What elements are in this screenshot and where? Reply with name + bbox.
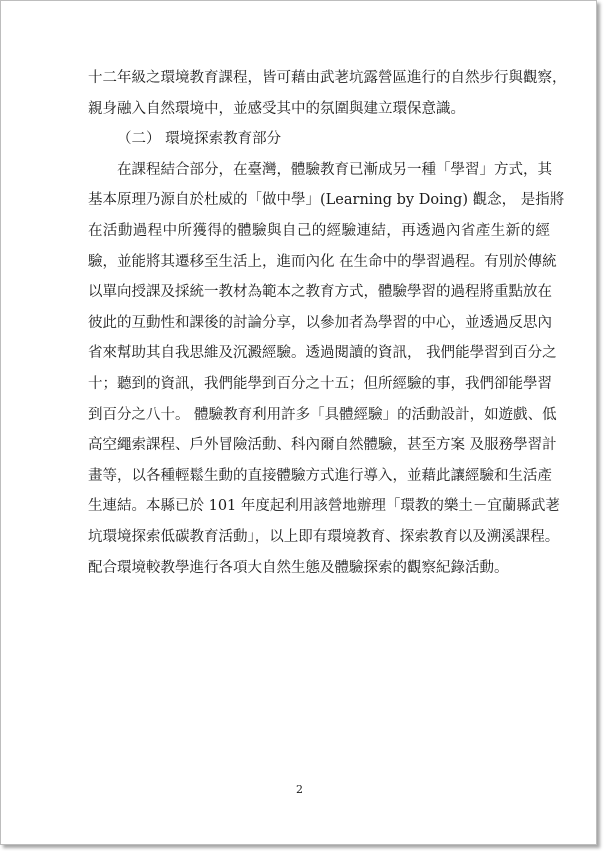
text-line: 到百分之八十。 體驗教育利用許多「具體經驗」的活動設計，如遊戲、低	[88, 406, 557, 423]
text-line: 親身融入自然環境中，並感受其中的氛圍與建立環保意識。	[88, 100, 465, 117]
text-line: 省來幫助其自我思維及沉澱經驗。透過閱讀的資訊， 我們能學習到百分之	[88, 345, 557, 362]
text-line: 高空繩索課程、戶外冒險活動、科內爾自然體驗，甚至方案 及服務學習計	[88, 437, 557, 454]
paragraph-first-line: 在課程結合部分，在臺灣，體驗教育已漸成另一種「學習」方式，其	[117, 161, 552, 178]
text-line: 配合環境較教學進行各項大自然生態及體驗探索的觀察紀錄活動。	[88, 559, 509, 576]
text-line: 十二年級之環境教育課程，皆可藉由武荖坑露營區進行的自然步行與觀察，	[88, 70, 567, 86]
page-number: 2	[296, 783, 303, 796]
body-text	[88, 63, 567, 583]
text-line: 基本原理乃源自於杜威的「做中學」(Learning by Doing) 觀念， 是指將	[88, 192, 565, 209]
text-line: 以單向授課及採統一教材為範本之教育方式，體驗學習的過程將重點放在	[88, 284, 552, 301]
text-line: 畫等，以各種輕鬆生動的直接體驗方式進行導入，並藉此讓經驗和生活產	[88, 467, 552, 484]
text-line: 驗，並能將其遷移至生活上，進而內化 在生命中的學習過程。有別於傳統	[88, 253, 557, 270]
section-heading: （二） 環境探索教育部分	[117, 131, 282, 148]
text-line: 生連結。本縣已於 101 年度起利用該營地辦理「環教的樂土－宜蘭縣武荖	[88, 498, 560, 515]
text-line: 彼此的互動性和課後的討論分享，以參加者為學習的中心，並透過反思內	[88, 314, 552, 331]
text-line: 在活動過程中所獲得的體驗與自己的經驗連結，再透過內省產生新的經	[88, 222, 550, 239]
text-line: 坑環境探索低碳教育活動」，以上即有環境教育、探索教育以及溯溪課程。	[88, 528, 560, 545]
text-line: 十；聽到的資訊，我們能學到百分之十五；但所經驗的事，我們卻能學習	[88, 375, 552, 392]
